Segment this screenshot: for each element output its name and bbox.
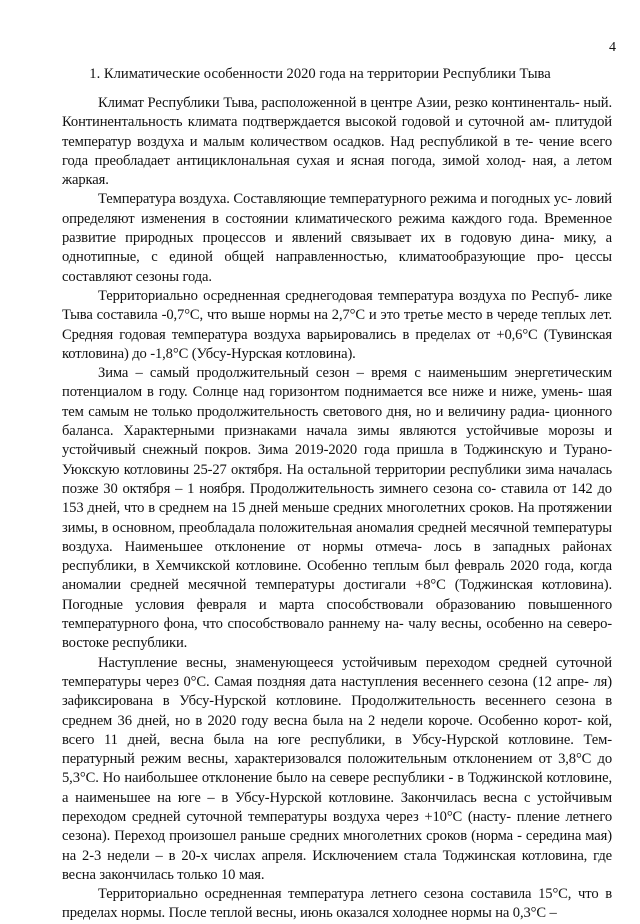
text-line: до 5,3°С. Но наибольшее отклонение было на севере республики - в Тоджинской — [62, 751, 613, 787]
text-line: ная, а летом жаркая. — [62, 152, 613, 189]
text-line: сроков. На протяжении зимы, в основном, преобладала положительная аномалия — [62, 500, 612, 536]
text-line: Климат Республики Тыва, расположенной в центре Азии, резко континенталь- — [98, 95, 580, 111]
text-line: цессы составляют сезоны года. — [62, 249, 612, 285]
paragraph — [62, 364, 612, 653]
text-line: Зима – самый продолжительный сезон – время с наименьшим энергетическим — [98, 365, 612, 382]
text-line: чалу весны, особенно на северо-востоке республики. — [62, 616, 612, 652]
text-line: Территориально осредненная температура летнего сезона составила 15°С, что — [98, 886, 599, 903]
text-line: плитудой температур воздуха и малым количеством осадков. Над республикой в те- — [62, 114, 612, 150]
paragraph — [62, 287, 612, 364]
text-line: пление летнего сезона). Переход произошел раньше средних многолетних сроков — [62, 808, 613, 845]
text-line: котловине, а наименьшее на юге – в Убсу-Нурской котловине. Закончилась весна с — [62, 770, 612, 806]
text-line: Временное развитие природных процессов и явлений связывает их в годовую дина- — [62, 210, 613, 247]
text-line: потенциалом в году. Солнце над горизонтом поднимается все ниже и ниже, умень- — [62, 384, 583, 401]
text-line: ставила от 142 до 153 дней, что в среднем на 15 дней меньше средних многолетних — [62, 480, 612, 517]
document-body — [62, 94, 612, 924]
text-line: средней месячной температуры воздуха. Наименьшее отклонение от нормы отмеча- — [62, 519, 612, 555]
text-line: был февраль 2020 года, когда аномалии средней месячной температуры достигали — [62, 558, 613, 594]
text-line: температуры через 0°С. Самая поздняя дата наступления весеннего сезона (12 апре- — [62, 673, 589, 690]
text-line: лось в западных районах республики, в Хемчикской котловине. Особенно теплым — [62, 538, 613, 575]
text-line: в пределах нормы. После теплой весны, июнь оказался холоднее нормы на 0,3°С – — [62, 886, 612, 922]
text-line: Наступление весны, знаменующееся устойчивым переходом средней суточной — [98, 654, 612, 671]
text-line: пературный режим весны, характеризовался положительным отклонением от 3,8°С — [62, 751, 592, 768]
text-line: образованию повышенного температурного фона, что способствовало раннему на- — [62, 596, 612, 633]
section-heading: 1. Климатические особенности 2020 года на территории Республики Тыва — [89, 66, 551, 82]
text-line: Температура воздуха. Составляющие температурного режима и погодных ус- — [98, 191, 572, 208]
paragraph — [62, 885, 612, 924]
paragraph — [62, 654, 612, 886]
text-line: морозы и устойчивый снежный покров. Зима 2019-2020 года пришла в Тоджинскую — [62, 423, 613, 459]
text-line: шая тем самым не только продолжительность светового дня, но и величину радиа- — [62, 384, 613, 420]
text-line: Тоджинская котловина, где весна закончилась только 10 мая. — [62, 847, 612, 883]
text-line: зима началась позже 30 октября – 1 ноября. Продолжительность зимнего сезона со- — [62, 461, 612, 497]
text-line: и Турано-Уюкскую котловины 25-27 октября. На остальной территории республики — [62, 442, 612, 478]
paragraph — [62, 190, 612, 286]
text-line: теплых лет. Средняя годовая температура воздуха варьировались в пределах от — [62, 307, 613, 343]
text-line: ционного баланса. Характерными признаками начала зимы являются устойчивые — [62, 403, 613, 440]
page-number: 4 — [609, 40, 616, 55]
text-line: устойчивым переходом средней суточной температуры воздуха через +10°С (насту- — [62, 789, 613, 825]
text-line: (норма - середина мая) на 2-3 недели – в 20-х числах апреля. Исключением стала — [62, 828, 612, 864]
text-line: ля) зафиксирована в Убсу-Нурской котловине. Продолжительность весеннего сезона — [62, 673, 613, 710]
paragraph — [62, 94, 612, 190]
text-line: +8°С (Тоджинская котловина). Погодные условия февраля и марта способствовали — [62, 577, 613, 613]
text-line: ный. Континентальность климата подтверждается высокой годовой и суточной ам- — [62, 95, 613, 131]
text-line: ловий определяют изменения в состоянии климатического режима каждого года. — [62, 191, 612, 227]
text-line: мику, а однотипные, с единой общей направленностью, климатообразующие про- — [62, 230, 613, 266]
text-line: кой, всего 11 дней, весна была на юге республики, в Убсу-Нурской котловине. Тем- — [62, 712, 612, 748]
text-line: +0,6°С (Тувинская котловина) до -1,8°С (Убсу-Нурская котловина). — [62, 326, 612, 362]
text-line: чение всего года преобладает антициклональная сухая и ясная погода, зимой холод- — [62, 133, 613, 169]
text-line: лике Тыва составила -0,7°С, что выше нормы на 2,7°С и это третье место в череде — [62, 287, 612, 324]
text-line: в среднем 36 дней, но в 2020 году весна была на 2 недели короче. Особенно корот- — [62, 693, 612, 729]
text-line: Территориально осредненная среднегодовая температура воздуха по Респуб- — [98, 287, 579, 304]
